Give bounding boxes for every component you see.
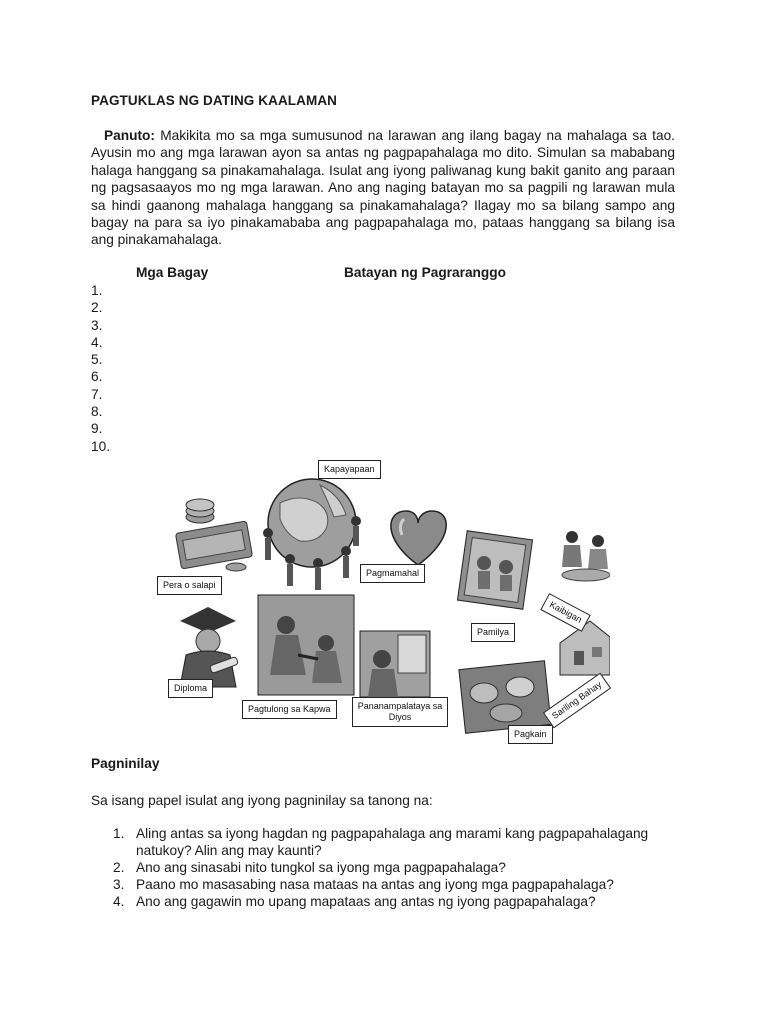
family-illustration xyxy=(457,531,532,610)
reflection-prompt: Sa isang papel isulat ang iyong pagninilay sa tanong na: xyxy=(91,793,433,808)
question-text: Ano ang sinasabi nito tungkol sa iyong mga pagpapahalaga? xyxy=(136,860,506,875)
globe-peace-illustration xyxy=(263,479,361,590)
question-number: 4. xyxy=(113,894,125,909)
money-illustration xyxy=(175,499,252,571)
question-text: Paano mo masasabing nasa mataas na antas ang iyong mga pagpapahalaga? xyxy=(136,877,614,892)
reflection-title: Pagninilay xyxy=(91,756,160,771)
heart-illustration xyxy=(391,511,446,565)
column-header-basis: Batayan ng Pagraranggo xyxy=(344,265,507,280)
rank-row: 9. xyxy=(91,421,103,437)
rank-row: 10. xyxy=(91,438,111,454)
question-number: 2. xyxy=(113,860,125,875)
friends-illustration xyxy=(562,531,610,581)
values-collage xyxy=(150,455,610,755)
label-pamilya: Pamilya xyxy=(471,623,515,642)
instructions-paragraph xyxy=(91,127,675,249)
instructions-lead: Panuto: xyxy=(104,128,155,143)
faith-illustration xyxy=(360,631,430,697)
rank-row: 5. xyxy=(91,352,103,368)
label-kaibigan: Kaibigan xyxy=(540,593,590,632)
question-text: Aling antas sa iyong hagdan ng pagpapahalaga ang marami kang pagpapahalagang natukoy? Alin ang may kaunti? xyxy=(136,826,649,858)
label-diploma: Diploma xyxy=(168,679,213,698)
section-title: PAGTUKLAS NG DATING KAALAMAN xyxy=(91,93,338,108)
label-kapayapaan: Kapayapaan xyxy=(318,460,381,479)
rank-row: 3. xyxy=(91,317,103,333)
rank-row: 7. xyxy=(91,386,103,402)
label-pagkain: Pagkain xyxy=(508,725,553,744)
ranking-list xyxy=(91,282,110,455)
question-number: 1. xyxy=(113,826,125,841)
question-item xyxy=(91,859,675,876)
rank-row: 6. xyxy=(91,369,103,385)
reflection-questions xyxy=(91,825,675,910)
label-pananampalataya: Pananampalataya sa Diyos xyxy=(352,697,448,727)
column-header-items: Mga Bagay xyxy=(136,265,209,280)
label-pagmamahal: Pagmamahal xyxy=(360,564,425,583)
question-item xyxy=(91,825,675,859)
rank-row: 8. xyxy=(91,404,103,420)
rank-row: 2. xyxy=(91,300,103,316)
graduate-illustration xyxy=(180,607,239,687)
question-item xyxy=(91,876,675,893)
question-number: 3. xyxy=(113,877,125,892)
question-item xyxy=(91,893,675,910)
instructions-text: Makikita mo sa mga sumusunod na larawan ang ilang bagay na mahalaga sa tao. Ayusin mo ang mga larawan ayon sa antas ng pagpapahalaga mo dito. Simulan sa mababang halaga hanggang sa pinakamahalaga. Isulat ang iyong paliwanag kung bakit ganito ang paraan ng pagsasaayos mo ng mga larawan. Ano ang naging batayan mo sa pagpili ng larawan mula sa hindi gaanong mahalaga hanggang sa pinakamahalaga? Ilagay mo sa bilang sampo ang bagay na para sa iyo pinakamababa ang pagpapahalaga mo, pataas hanggang sa bilang isa ang pinakamahalaga. xyxy=(91,128,675,248)
helping-illustration xyxy=(258,595,354,695)
rank-row: 4. xyxy=(91,334,103,350)
question-text: Ano ang gagawin mo upang mapataas ang antas ng iyong pagpapahalaga? xyxy=(136,894,596,909)
label-pera: Pera o salapi xyxy=(157,576,222,595)
house-illustration xyxy=(560,621,610,675)
label-pagtulong: Pagtulong sa Kapwa xyxy=(242,700,337,719)
food-illustration xyxy=(459,661,551,734)
rank-row: 1. xyxy=(91,283,103,298)
label-sariling-bahay: Sariling Bahay xyxy=(543,673,611,729)
